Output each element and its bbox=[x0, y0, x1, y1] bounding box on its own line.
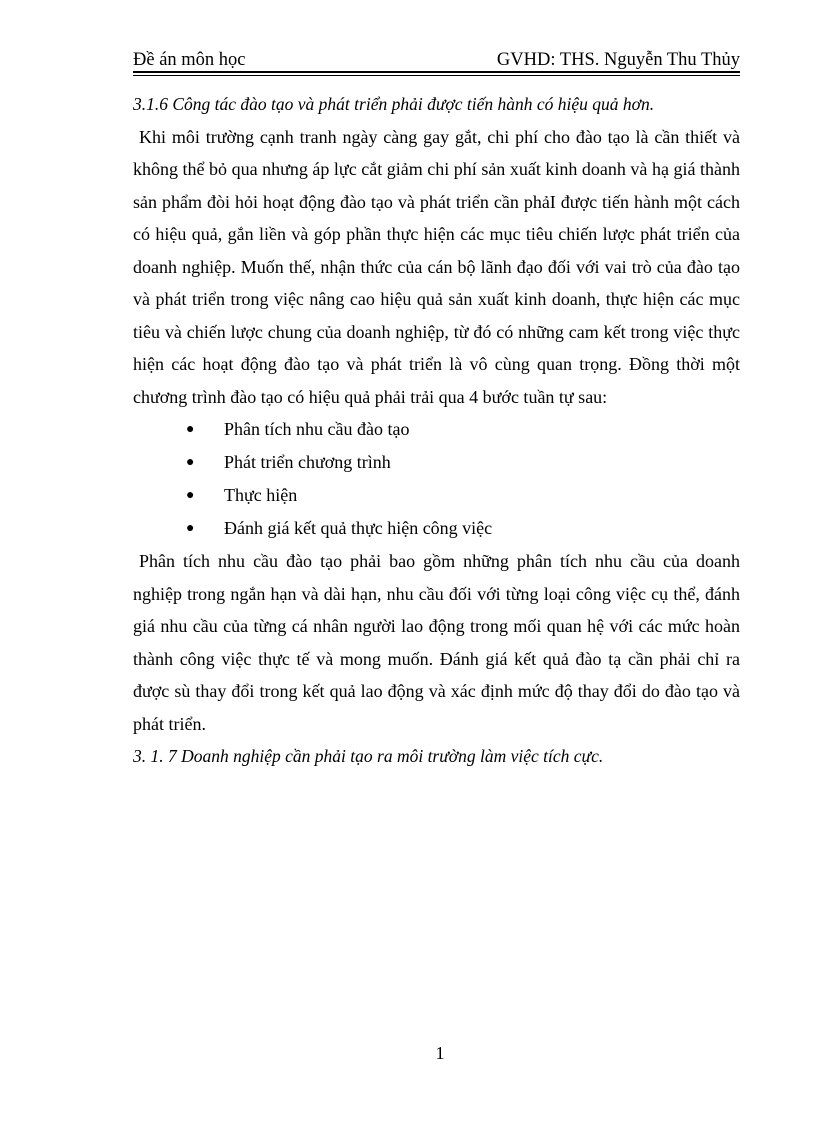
list-item-text: Thực hiện bbox=[224, 485, 298, 505]
header-course-title: Đề án môn học bbox=[133, 50, 246, 70]
list-item bbox=[133, 512, 740, 545]
page-number: 1 bbox=[435, 1043, 445, 1063]
paragraph-training-efficiency: Khi môi trường cạnh tranh ngày càng gay gắt, chi phí cho đào tạo là cần thiết và không thể bỏ qua nhưng áp lực cắt giảm chi phí sản xuất kinh doanh và hạ giá thành sản phẩm đòi hỏi hoạt động đào tạo và phát triển cần phảI được tiến hành một cách có hiệu quả, gắn liền và góp phần thực hiện các mục tiêu chiến lược phát triển của doanh nghiệp. Muốn thế, nhận thức của cán bộ lãnh đạo đối với vai trò của đào tạo và phát triển trong việc nâng cao hiệu quả sản xuất kinh doanh, thực hiện các mục tiêu và chiến lược chung của doanh nghiệp, từ đó có những cam kết trong việc thực hiện các hoạt động đào tạo và phát triển là vô cùng quan trọng. Đồng thời một chương trình đào tạo có hiệu quả phải trải qua 4 bước tuần tự sau: bbox=[133, 126, 740, 407]
section-heading-3-1-6: 3.1.6 Công tác đào tạo và phát triển phải được tiến hành có hiệu quả hơn. bbox=[133, 94, 655, 114]
bullet-icon: ● bbox=[186, 422, 195, 437]
list-item bbox=[133, 479, 740, 512]
bullet-icon: ● bbox=[186, 521, 195, 536]
page-header bbox=[133, 46, 740, 72]
paragraph-needs-analysis: Phân tích nhu cầu đào tạo phải bao gồm những phân tích nhu cầu của doanh nghiệp trong ngắn hạn và dài hạn, nhu cầu đối với từng loại công việc cụ thể, đánh giá nhu cầu của từng cá nhân người lao động trong mối quan hệ với các mức hoàn thành công việc thực tế và mong muốn. Đánh giá kết quả đào tạ cần phải chỉ ra được sù thay đổi trong kết quả lao động và xác định mức độ thay đổi do đào tạo và phát triển. bbox=[133, 551, 740, 734]
section-heading-3-1-7: 3. 1. 7 Doanh nghiệp cần phải tạo ra môi trường làm việc tích cực. bbox=[133, 746, 604, 766]
list-item bbox=[133, 446, 740, 479]
list-item-text: Phân tích nhu cầu đào tạo bbox=[224, 419, 410, 439]
list-item bbox=[133, 413, 740, 446]
bullet-icon: ● bbox=[186, 488, 195, 503]
page-body bbox=[133, 88, 740, 773]
list-item-text: Đánh giá kết quả thực hiện công việc bbox=[224, 518, 493, 538]
header-supervisor: GVHD: THS. Nguyễn Thu Thủy bbox=[496, 50, 740, 70]
list-item-text: Phát triển chương trình bbox=[224, 452, 391, 472]
training-steps-list bbox=[133, 413, 740, 545]
header-divider bbox=[133, 71, 740, 76]
bullet-icon: ● bbox=[186, 455, 195, 470]
